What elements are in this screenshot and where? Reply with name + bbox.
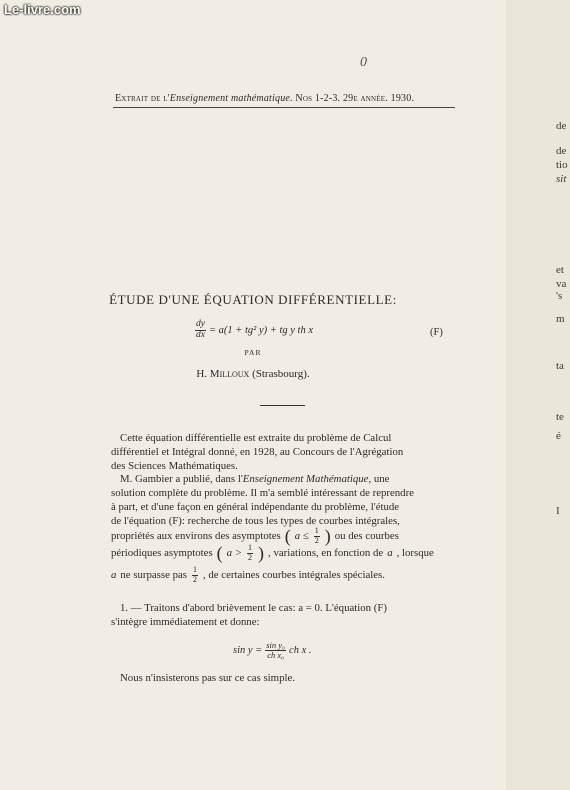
frac-numerator: 1 [248, 543, 253, 553]
eq2-fraction [265, 641, 286, 660]
paren-close: ) [324, 526, 331, 546]
body-text: , de certaines courbes intégrales spéciales. [202, 568, 385, 581]
paren-open: ( [284, 526, 291, 546]
page-fragment: ta [556, 360, 564, 372]
separator-rule [260, 405, 305, 406]
solution-equation [233, 641, 311, 660]
half-fraction [247, 544, 253, 562]
half-fraction [192, 566, 198, 584]
body-text: , une [368, 473, 390, 485]
handwritten-mark: 0 [360, 55, 367, 70]
body-line: des Sciences Mathématiques. [111, 460, 238, 472]
body-text: ou des courbes [334, 529, 399, 542]
body-text: , variations, en fonction de [268, 546, 384, 559]
body-line [111, 562, 385, 588]
eq2-lhs: sin y = [233, 644, 263, 656]
derivative-fraction [195, 320, 206, 341]
journal-header [115, 93, 453, 104]
paren-close: ) [258, 543, 265, 563]
condition: a ≤ [294, 529, 309, 542]
page-fragment: m [556, 313, 565, 325]
page-fragment: sit [556, 173, 567, 185]
watermark: Le-livre.com [4, 2, 81, 17]
page-fragment: te [556, 411, 564, 423]
body-line: 1. — Traitons d'abord brièvement le cas: a = 0. L'équation (F) [120, 602, 387, 614]
body-italic: a [387, 546, 393, 559]
body-line: à part, et d'une façon en général indépendante du problème, l'étude [111, 501, 400, 513]
by-label: PAR [244, 348, 262, 357]
frac-numerator: dy [196, 319, 205, 329]
underlying-page [506, 0, 570, 790]
author-affiliation: (Strasbourg). [252, 368, 310, 380]
page-fragment: de [556, 145, 567, 157]
body-italic: Enseignement Mathématique [242, 473, 369, 485]
author-line [0, 368, 506, 380]
paren-open: ( [216, 543, 223, 563]
frac-denominator: dx [196, 329, 205, 340]
body-line: Nous n'insisterons pas sur ce cas simple. [120, 672, 295, 684]
equation-label: (F) [430, 327, 443, 338]
page-fragment: tio [556, 159, 568, 171]
frac-denominator: ch x₀ [267, 649, 285, 660]
frac-denominator: 2 [314, 535, 319, 545]
frac-denominator: 2 [192, 574, 197, 584]
page-fragment: va [556, 278, 567, 290]
eq2-rhs: ch x . [289, 644, 312, 656]
frac-numerator: 1 [314, 526, 319, 536]
body-line: différentiel et Intégral donné, en 1928, au Concours de l'Agrégation [111, 446, 404, 458]
body-text: propriétés aux environs des asymptotes [111, 529, 281, 542]
body-italic: a [111, 568, 117, 581]
header-rule [113, 107, 455, 108]
page-fragment: I [556, 505, 560, 517]
frac-denominator: 2 [248, 552, 253, 562]
body-line [120, 474, 389, 485]
main-equation [195, 320, 313, 341]
header-suffix: . Nos 1-2-3. 29e année. 1930. [290, 93, 415, 104]
body-line: s'intègre immédiatement et donne: [111, 616, 260, 628]
body-line: solution complète du problème. Il m'a semblé intéressant de reprendre [111, 487, 414, 499]
equation-rhs: = a(1 + tg² y) + tg y th x [208, 324, 313, 336]
page-fragment: é [556, 430, 561, 442]
body-text: , lorsque [396, 546, 434, 559]
body-text: périodiques asymptotes [111, 546, 213, 559]
header-prefix: Extrait de l' [115, 93, 170, 104]
body-text: M. Gambier a publié, dans l' [120, 473, 243, 485]
frac-numerator: sin y₀ [266, 640, 286, 650]
body-text: ne surpasse pas [120, 568, 187, 581]
body-line: Cette équation différentielle est extraite du problème de Calcul [120, 432, 392, 444]
page-fragment: de [556, 120, 567, 132]
author-name: H. Milloux [196, 368, 250, 380]
header-journal: Enseignement mathématique [169, 93, 291, 104]
page-fragment: et [556, 264, 564, 276]
body-line: de l'équation (F): recherche de tous les types de courbes intégrales, [111, 515, 400, 527]
condition: a > [226, 546, 243, 559]
frac-numerator: 1 [192, 565, 197, 575]
page-fragment: 's [556, 290, 563, 302]
article-title: ÉTUDE D'UNE ÉQUATION DIFFÉRENTIELLE: [109, 292, 397, 307]
